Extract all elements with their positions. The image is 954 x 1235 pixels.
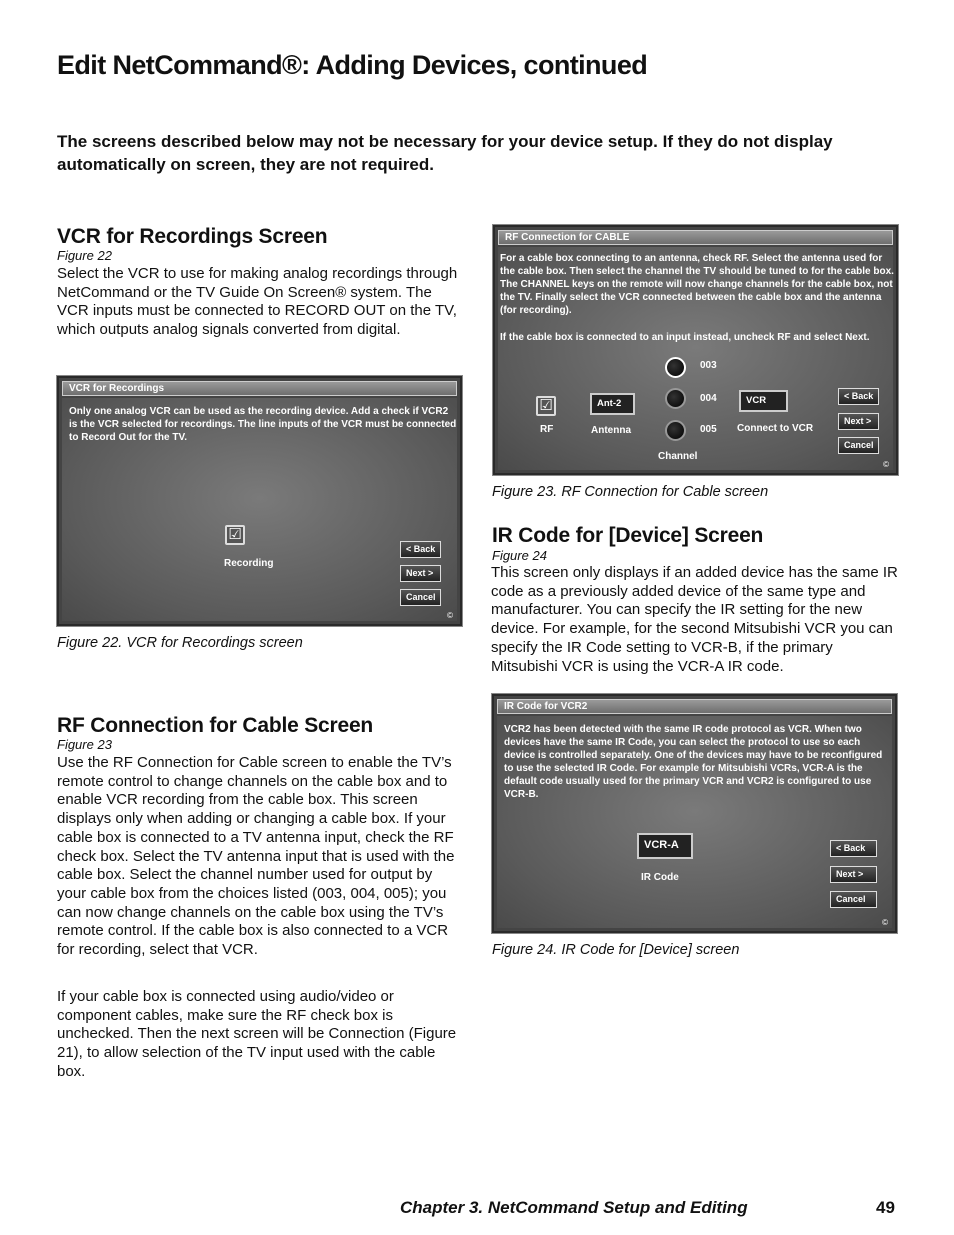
- ir-figure-ref: Figure 24: [492, 548, 547, 563]
- vcr-field[interactable]: VCR: [739, 390, 788, 412]
- ir-heading: IR Code for [Device] Screen: [492, 524, 764, 547]
- recording-label: Recording: [224, 558, 274, 569]
- vcr-body: Select the VCR to use for making analog recordings through NetCommand or the TV Guide On Screen® system. The VCR inputs must be connected to RECORD OUT on the TV, which outputs analog signals converted from digital.: [57, 265, 458, 339]
- page-number: 49: [876, 1198, 895, 1217]
- screen-body: [498, 247, 893, 470]
- connect-vcr-label: Connect to VCR: [737, 423, 814, 434]
- rf-body-2: If your cable box is connected using audio/video or component cables, make sure the RF check box is unchecked. Then the next screen will be Connection (Figure 21), to allow selection of the TV input used with the cable box.: [57, 988, 457, 1080]
- next-button[interactable]: Next >: [830, 866, 877, 883]
- vcr-figure-ref: Figure 22: [57, 248, 112, 263]
- recording-checkbox[interactable]: ☑: [225, 525, 245, 545]
- screen-title: IR Code for VCR2: [497, 699, 892, 714]
- vcr-heading: VCR for Recordings Screen: [57, 225, 328, 248]
- back-button[interactable]: < Back: [838, 388, 879, 405]
- screen-text: Only one analog VCR can be used as the recording device. Add a check if VCR2 is the VCR selected for recordings. The line inputs of the VCR must be connected to Record Out for the TV.: [69, 406, 457, 443]
- back-button[interactable]: < Back: [830, 840, 877, 857]
- copyright-mark: ©: [883, 460, 889, 469]
- ir-body: This screen only displays if an added device has the same IR code as a previously added device of the same type and manufacturer. You can specify the IR setting for the new device. For example, for the second Mitsubishi VCR you can specify the IR Code setting to VCR-B, if the primary Mitsubishi VCR is using the VCR-A IR code.: [491, 564, 898, 675]
- channel-radio-004[interactable]: [665, 388, 686, 409]
- screen-title: VCR for Recordings: [62, 381, 457, 396]
- footer-chapter: Chapter 3. NetCommand Setup and Editing: [400, 1198, 748, 1217]
- rf-label: RF: [540, 424, 554, 435]
- channel-004-label: 004: [700, 393, 717, 404]
- cancel-button[interactable]: Cancel: [400, 589, 441, 606]
- screen-body: [62, 398, 457, 621]
- ir-caption: Figure 24. IR Code for [Device] screen: [492, 942, 740, 958]
- channel-radio-005[interactable]: [665, 420, 686, 441]
- antenna-field[interactable]: Ant-2: [590, 393, 635, 415]
- rf-connection-screen: [493, 225, 898, 475]
- channel-label: Channel: [658, 451, 698, 462]
- channel-003-label: 003: [700, 360, 717, 371]
- screen-text: VCR2 has been detected with the same IR code protocol as VCR. When two devices have the same IR Code, you can select the protocol to use so each device is controlled separately. One of the devices may have to be reconfigured to use the selected IR Code. For example for Mitsubishi VCRs, VCR-A is the default code usually used for the primary VCR and VCR2 is configured to use VCR-B.: [504, 724, 883, 800]
- screen-body: [497, 716, 892, 928]
- ir-code-label: IR Code: [641, 872, 679, 883]
- ir-code-field[interactable]: VCR-A: [637, 833, 693, 859]
- channel-radio-003[interactable]: [665, 357, 686, 378]
- cancel-button[interactable]: Cancel: [838, 437, 879, 454]
- channel-005-label: 005: [700, 424, 717, 435]
- screen-text-2: If the cable box is connected to an input instead, uncheck RF and select Next.: [500, 332, 870, 343]
- back-button[interactable]: < Back: [400, 541, 441, 558]
- next-button[interactable]: Next >: [838, 413, 879, 430]
- rf-heading: RF Connection for Cable Screen: [57, 714, 374, 737]
- cancel-button[interactable]: Cancel: [830, 891, 877, 908]
- page-title: Edit NetCommand®: Adding Devices, continued: [57, 50, 648, 80]
- rf-figure-ref: Figure 23: [57, 737, 112, 752]
- next-button[interactable]: Next >: [400, 565, 441, 582]
- vcr-caption: Figure 22. VCR for Recordings screen: [57, 635, 303, 651]
- rf-body-1: Use the RF Connection for Cable screen to enable the TV’s remote control to change channels on the cable box and to enable VCR recording from the cable box. This screen displays only when adding or changing a cable box. If your cable box is connected to a TV antenna input, check the RF check box. Select the TV antenna input that is used with the cable box. Select the channel number used for output by your cable box from the choices listed (003, 004, 005); you can now change channels on the cable box using the TV’s remote control. If the cable box is also connected to a VCR for recording, select that VCR.: [57, 754, 455, 959]
- rf-checkbox[interactable]: ☑: [536, 396, 556, 416]
- copyright-mark: ©: [447, 611, 453, 620]
- intro-text: The screens described below may not be necessary for your device setup. If they do not display automatically on screen, they are not required.: [57, 132, 833, 174]
- copyright-mark: ©: [882, 918, 888, 927]
- ir-code-screen: [492, 694, 897, 933]
- antenna-label: Antenna: [591, 425, 631, 436]
- screen-text-1: For a cable box connecting to an antenna, check RF. Select the antenna used for the cable box. Then select the channel the TV should be tuned to for the cable box. The CHANNEL keys on the remote will now change channels for the cable box, not the TV. Finally select the VCR connected between the cable box and the antenna (for recording).: [500, 253, 894, 316]
- rf-caption: Figure 23. RF Connection for Cable screen: [492, 484, 769, 500]
- vcr-recordings-screen: [57, 376, 462, 626]
- screen-title: RF Connection for CABLE: [498, 230, 893, 245]
